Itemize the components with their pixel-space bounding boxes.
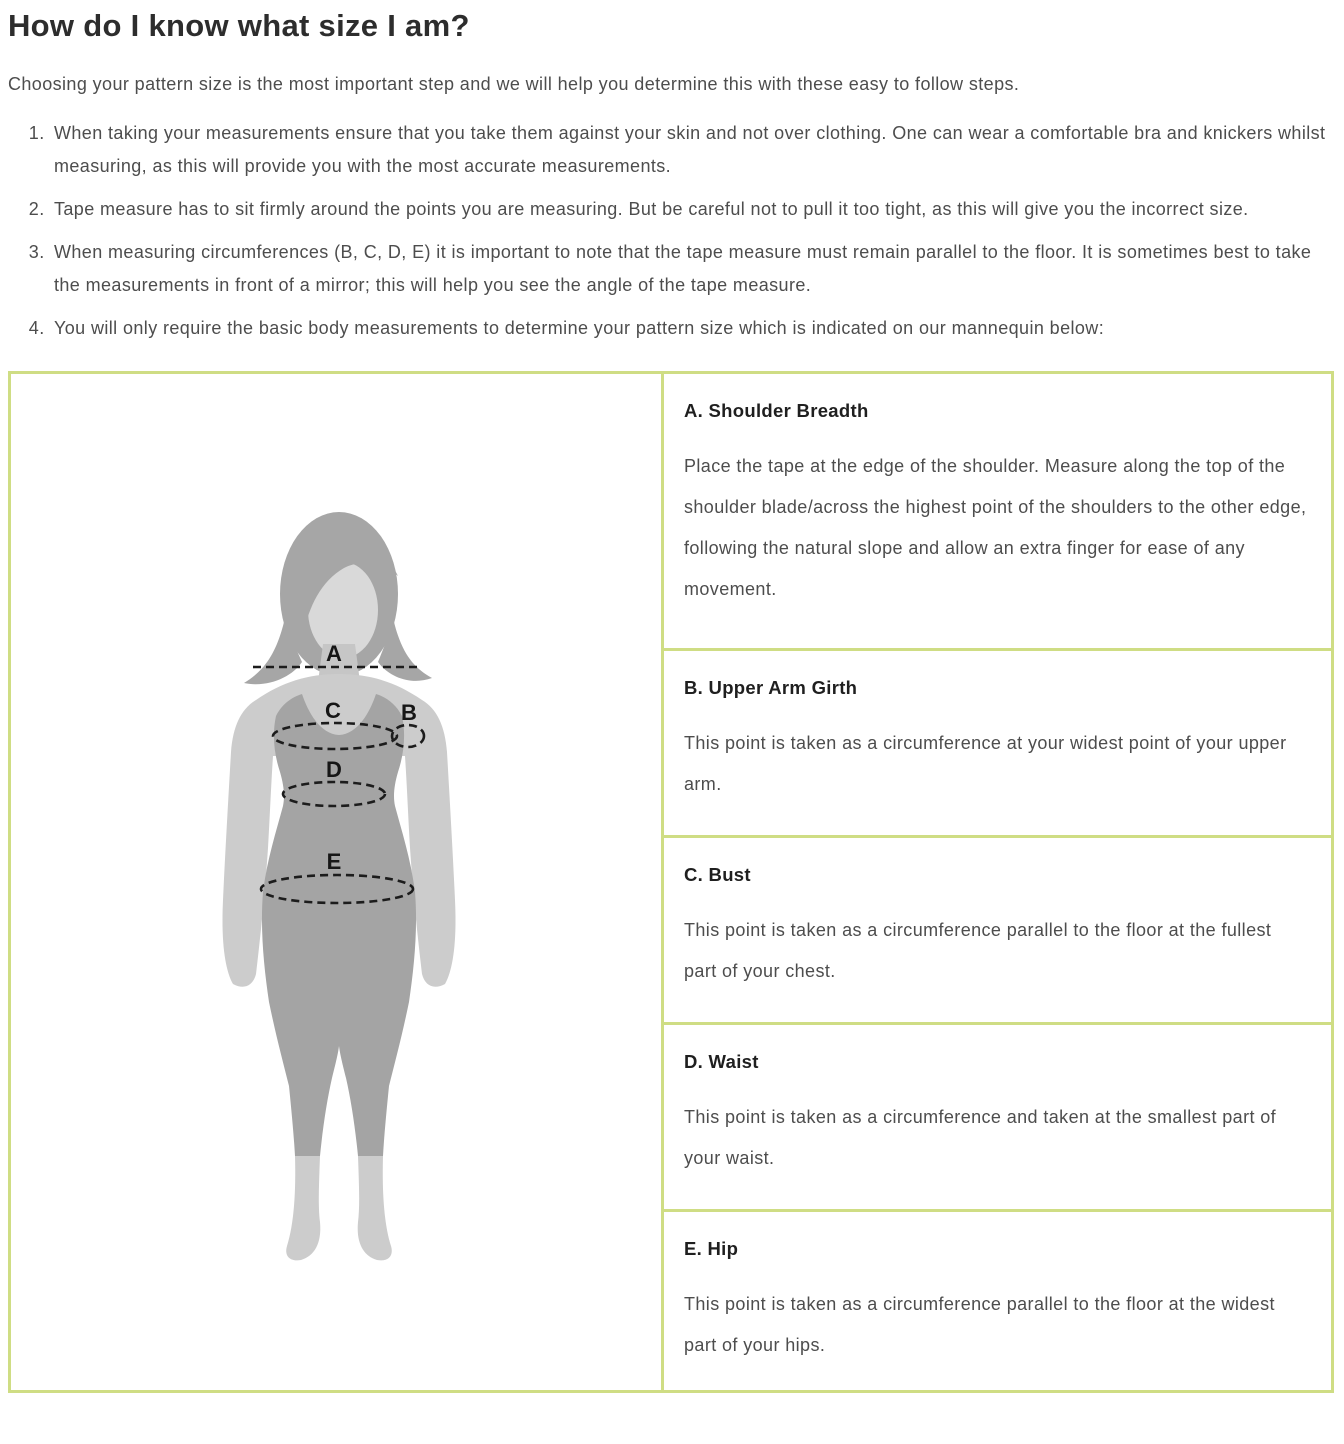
figure-label-a: A <box>326 641 342 666</box>
mannequin-foot-left <box>286 1156 320 1260</box>
measurement-title: D. Waist <box>684 1051 759 1072</box>
measurement-row-waist <box>664 1025 1331 1212</box>
mannequin-cell <box>11 374 664 1390</box>
figure-label-b: B <box>401 700 417 725</box>
measurement-title: A. Shoulder Breadth <box>684 400 869 421</box>
figure-label-c: C <box>325 698 341 723</box>
step-item-1: 1. When taking your measurements ensure that you take them against your skin and not over clothing. One can wear a comfortable bra and knickers whilst measuring, as this will provide you with the most accurate measurements. <box>50 117 1334 183</box>
measurement-title: B. Upper Arm Girth <box>684 677 858 698</box>
measurement-title: C. Bust <box>684 864 751 885</box>
figure-label-e: E <box>326 849 342 874</box>
mannequin-figure <box>206 504 466 1274</box>
measurement-text: This point is taken as a circumference parallel to the floor at the fullest part of your chest. <box>684 920 1272 981</box>
measurement-text: Place the tape at the edge of the shoulder. Measure along the top of the shoulder blade/across the highest point of the shoulders to the other edge, following the natural slope and allow an extra finger for ease of any movement. <box>684 456 1307 599</box>
step-item-4: 4. You will only require the basic body measurements to determine your pattern size which is indicated on our mannequin below: <box>50 312 1334 345</box>
size-guide-table <box>8 371 1334 1393</box>
measurement-row-bust <box>664 838 1331 1025</box>
measurement-text: This point is taken as a circumference and taken at the smallest part of your waist. <box>684 1107 1277 1168</box>
measurement-row-shoulder <box>664 374 1331 651</box>
step-item-3: 3. When measuring circumferences (B, C, D, E) it is important to note that the tape measure must remain parallel to the floor. It is sometimes best to take the measurements in front of a mirror; this will help you see the angle of the tape measure. <box>50 236 1334 302</box>
page-title: How do I know what size I am? <box>8 8 470 43</box>
measurement-text: This point is taken as a circumference parallel to the floor at the widest part of your hips. <box>684 1294 1275 1355</box>
measurement-text: This point is taken as a circumference at your widest point of your upper arm. <box>684 733 1287 794</box>
step-item-2: 2. Tape measure has to sit firmly around the points you are measuring. But be careful not to pull it too tight, as this will give you the incorrect size. <box>50 193 1334 226</box>
measurement-row-hip <box>664 1212 1331 1390</box>
mannequin-foot-right <box>358 1156 392 1260</box>
figure-label-d: D <box>326 757 342 782</box>
measurement-row-upper-arm <box>664 651 1331 838</box>
steps-list <box>8 117 1334 345</box>
intro-paragraph: Choosing your pattern size is the most important step and we will help you determine this with these easy to follow steps. <box>8 74 1020 94</box>
measurement-title: E. Hip <box>684 1238 739 1259</box>
